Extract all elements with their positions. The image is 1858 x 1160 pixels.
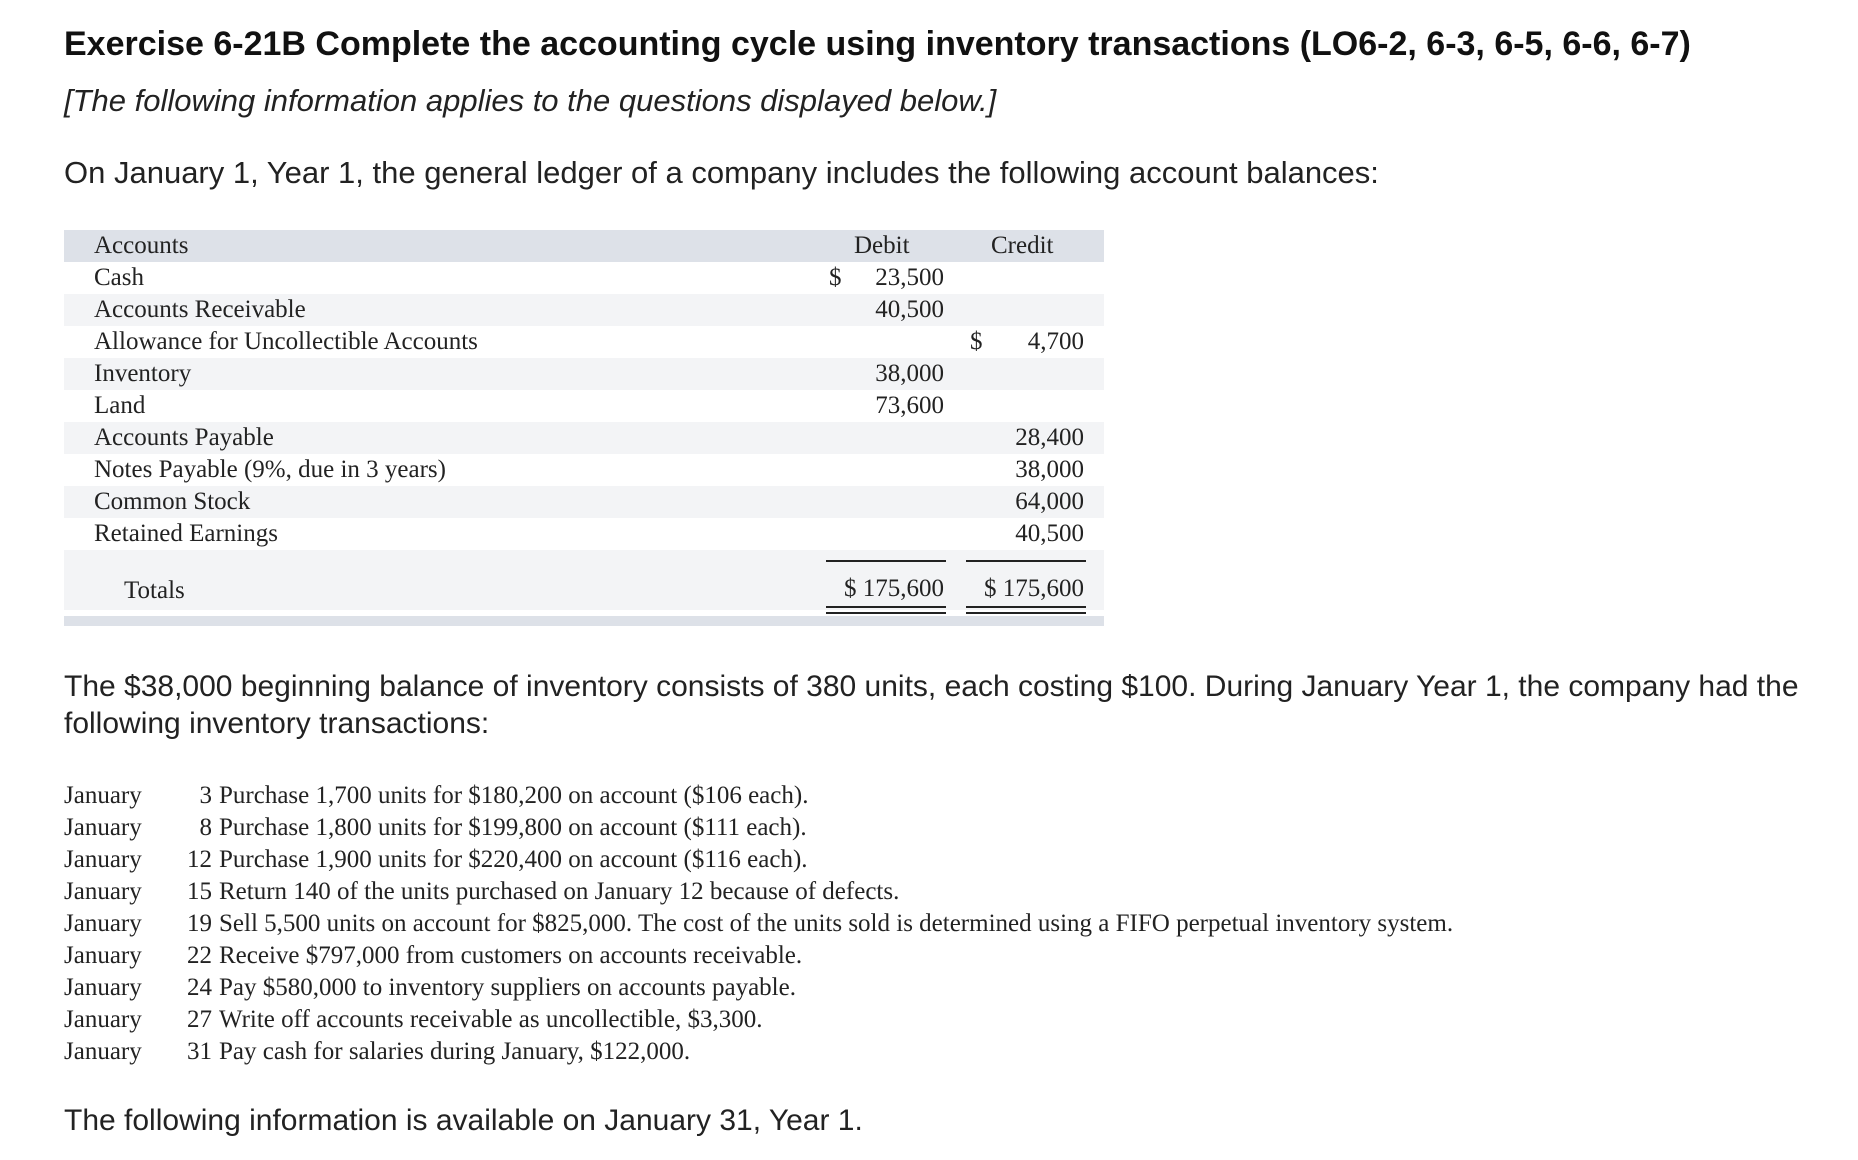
- credit-amount: 40,500: [1015, 520, 1084, 547]
- transaction-item: [64, 908, 1453, 940]
- account-name: Cash: [94, 264, 144, 291]
- debit-amount: 40,500: [875, 296, 944, 323]
- debit-amount: 38,000: [875, 360, 944, 387]
- transaction-month: January: [64, 942, 142, 969]
- transaction-day: 31: [187, 1038, 212, 1065]
- transaction-description: Pay cash for salaries during January, $122,000.: [219, 1038, 691, 1065]
- ledger-row: [64, 262, 1104, 294]
- transaction-description: Purchase 1,700 units for $180,200 on account ($106 each).: [219, 782, 809, 809]
- transaction-month: January: [64, 878, 142, 905]
- transaction-description: Pay $580,000 to inventory suppliers on accounts payable.: [219, 974, 796, 1001]
- ledger-row: [64, 326, 1104, 358]
- footer-text: The following information is available on January 31, Year 1.: [64, 1104, 863, 1137]
- ledger-row: [64, 358, 1104, 390]
- inventory-paragraph: The $38,000 beginning balance of inventory consists of 380 units, each costing $100. During January Year 1, the company had the following inventory transactions:: [64, 670, 1799, 740]
- account-name: Accounts Receivable: [94, 296, 306, 323]
- credit-total-rule: [966, 560, 1086, 562]
- debit-amount: 23,500: [875, 264, 944, 291]
- transaction-day: 8: [199, 814, 212, 841]
- transaction-day: 3: [199, 782, 212, 809]
- transaction-month: January: [64, 782, 142, 809]
- ledger-row: [64, 422, 1104, 454]
- debit-double-underline: [826, 606, 946, 614]
- credit-amount: 64,000: [1015, 488, 1084, 515]
- totals-label: Totals: [124, 577, 185, 604]
- transaction-item: [64, 780, 1453, 812]
- ledger-body: [64, 262, 1104, 560]
- transaction-month: January: [64, 846, 142, 873]
- transaction-day: 24: [187, 974, 212, 1001]
- debit-total-rule: [826, 560, 946, 562]
- ledger-spacer: [64, 550, 1104, 560]
- ledger-header-row: [64, 230, 1104, 262]
- transaction-item: [64, 1036, 1453, 1068]
- ledger-row: [64, 390, 1104, 422]
- account-name: Common Stock: [94, 488, 251, 515]
- transaction-item: [64, 844, 1453, 876]
- ledger-row: [64, 518, 1104, 550]
- transaction-item: [64, 1004, 1453, 1036]
- ledger-row: [64, 454, 1104, 486]
- credit-total: $ 175,600: [984, 575, 1084, 602]
- ledger-table: [64, 230, 1104, 626]
- ledger-totals-row: [64, 560, 1104, 610]
- transaction-day: 12: [187, 846, 212, 873]
- credit-amount: 38,000: [1015, 456, 1084, 483]
- transaction-month: January: [64, 814, 142, 841]
- debit-amount: 73,600: [875, 392, 944, 419]
- transaction-description: Return 140 of the units purchased on January 12 because of defects.: [219, 878, 900, 905]
- transaction-item: [64, 972, 1453, 1004]
- account-name: Allowance for Uncollectible Accounts: [94, 328, 478, 355]
- transaction-item: [64, 876, 1453, 908]
- instruction-note: [The following information applies to the questions displayed below.]: [64, 83, 997, 118]
- intro-text: On January 1, Year 1, the general ledger of a company includes the following account balances:: [64, 155, 1379, 190]
- account-name: Retained Earnings: [94, 520, 278, 547]
- debit-total: $ 175,600: [844, 575, 944, 602]
- transaction-description: Receive $797,000 from customers on accounts receivable.: [219, 942, 803, 969]
- transaction-day: 27: [187, 1006, 212, 1033]
- transaction-day: 22: [187, 942, 212, 969]
- ledger-row: [64, 294, 1104, 326]
- transaction-description: Purchase 1,800 units for $199,800 on account ($111 each).: [219, 814, 807, 841]
- transactions-list: [64, 780, 1453, 1068]
- debit-currency-sign: $: [829, 264, 842, 291]
- transaction-day: 19: [187, 910, 212, 937]
- transaction-description: Purchase 1,900 units for $220,400 on account ($116 each).: [219, 846, 808, 873]
- credit-amount: 28,400: [1015, 424, 1084, 451]
- account-name: Notes Payable (9%, due in 3 years): [94, 456, 446, 483]
- transaction-item: [64, 812, 1453, 844]
- exercise-title: Exercise 6-21B Complete the accounting cycle using inventory transactions (LO6-2, 6-3, 6-5, 6-6, 6-7): [64, 25, 1691, 63]
- transaction-month: January: [64, 1038, 142, 1065]
- ledger-footer-bar: [64, 616, 1104, 626]
- credit-amount: 4,700: [1027, 328, 1084, 355]
- transaction-description: Write off accounts receivable as uncollectible, $3,300.: [219, 1006, 763, 1033]
- ledger-row: [64, 486, 1104, 518]
- transaction-day: 15: [187, 878, 212, 905]
- transaction-month: January: [64, 1006, 142, 1033]
- transaction-item: [64, 940, 1453, 972]
- credit-currency-sign: $: [970, 328, 983, 355]
- transaction-month: January: [64, 910, 142, 937]
- account-name: Accounts Payable: [94, 424, 274, 451]
- account-name: Land: [94, 392, 146, 419]
- account-name: Inventory: [94, 360, 192, 387]
- credit-double-underline: [966, 606, 1086, 614]
- accounts-column-header: Accounts: [94, 232, 189, 259]
- credit-column-header: Credit: [991, 232, 1054, 259]
- transaction-description: Sell 5,500 units on account for $825,000. The cost of the units sold is determined using a FIFO perpetual inventory system.: [219, 910, 1454, 937]
- transaction-month: January: [64, 974, 142, 1001]
- debit-column-header: Debit: [854, 232, 910, 259]
